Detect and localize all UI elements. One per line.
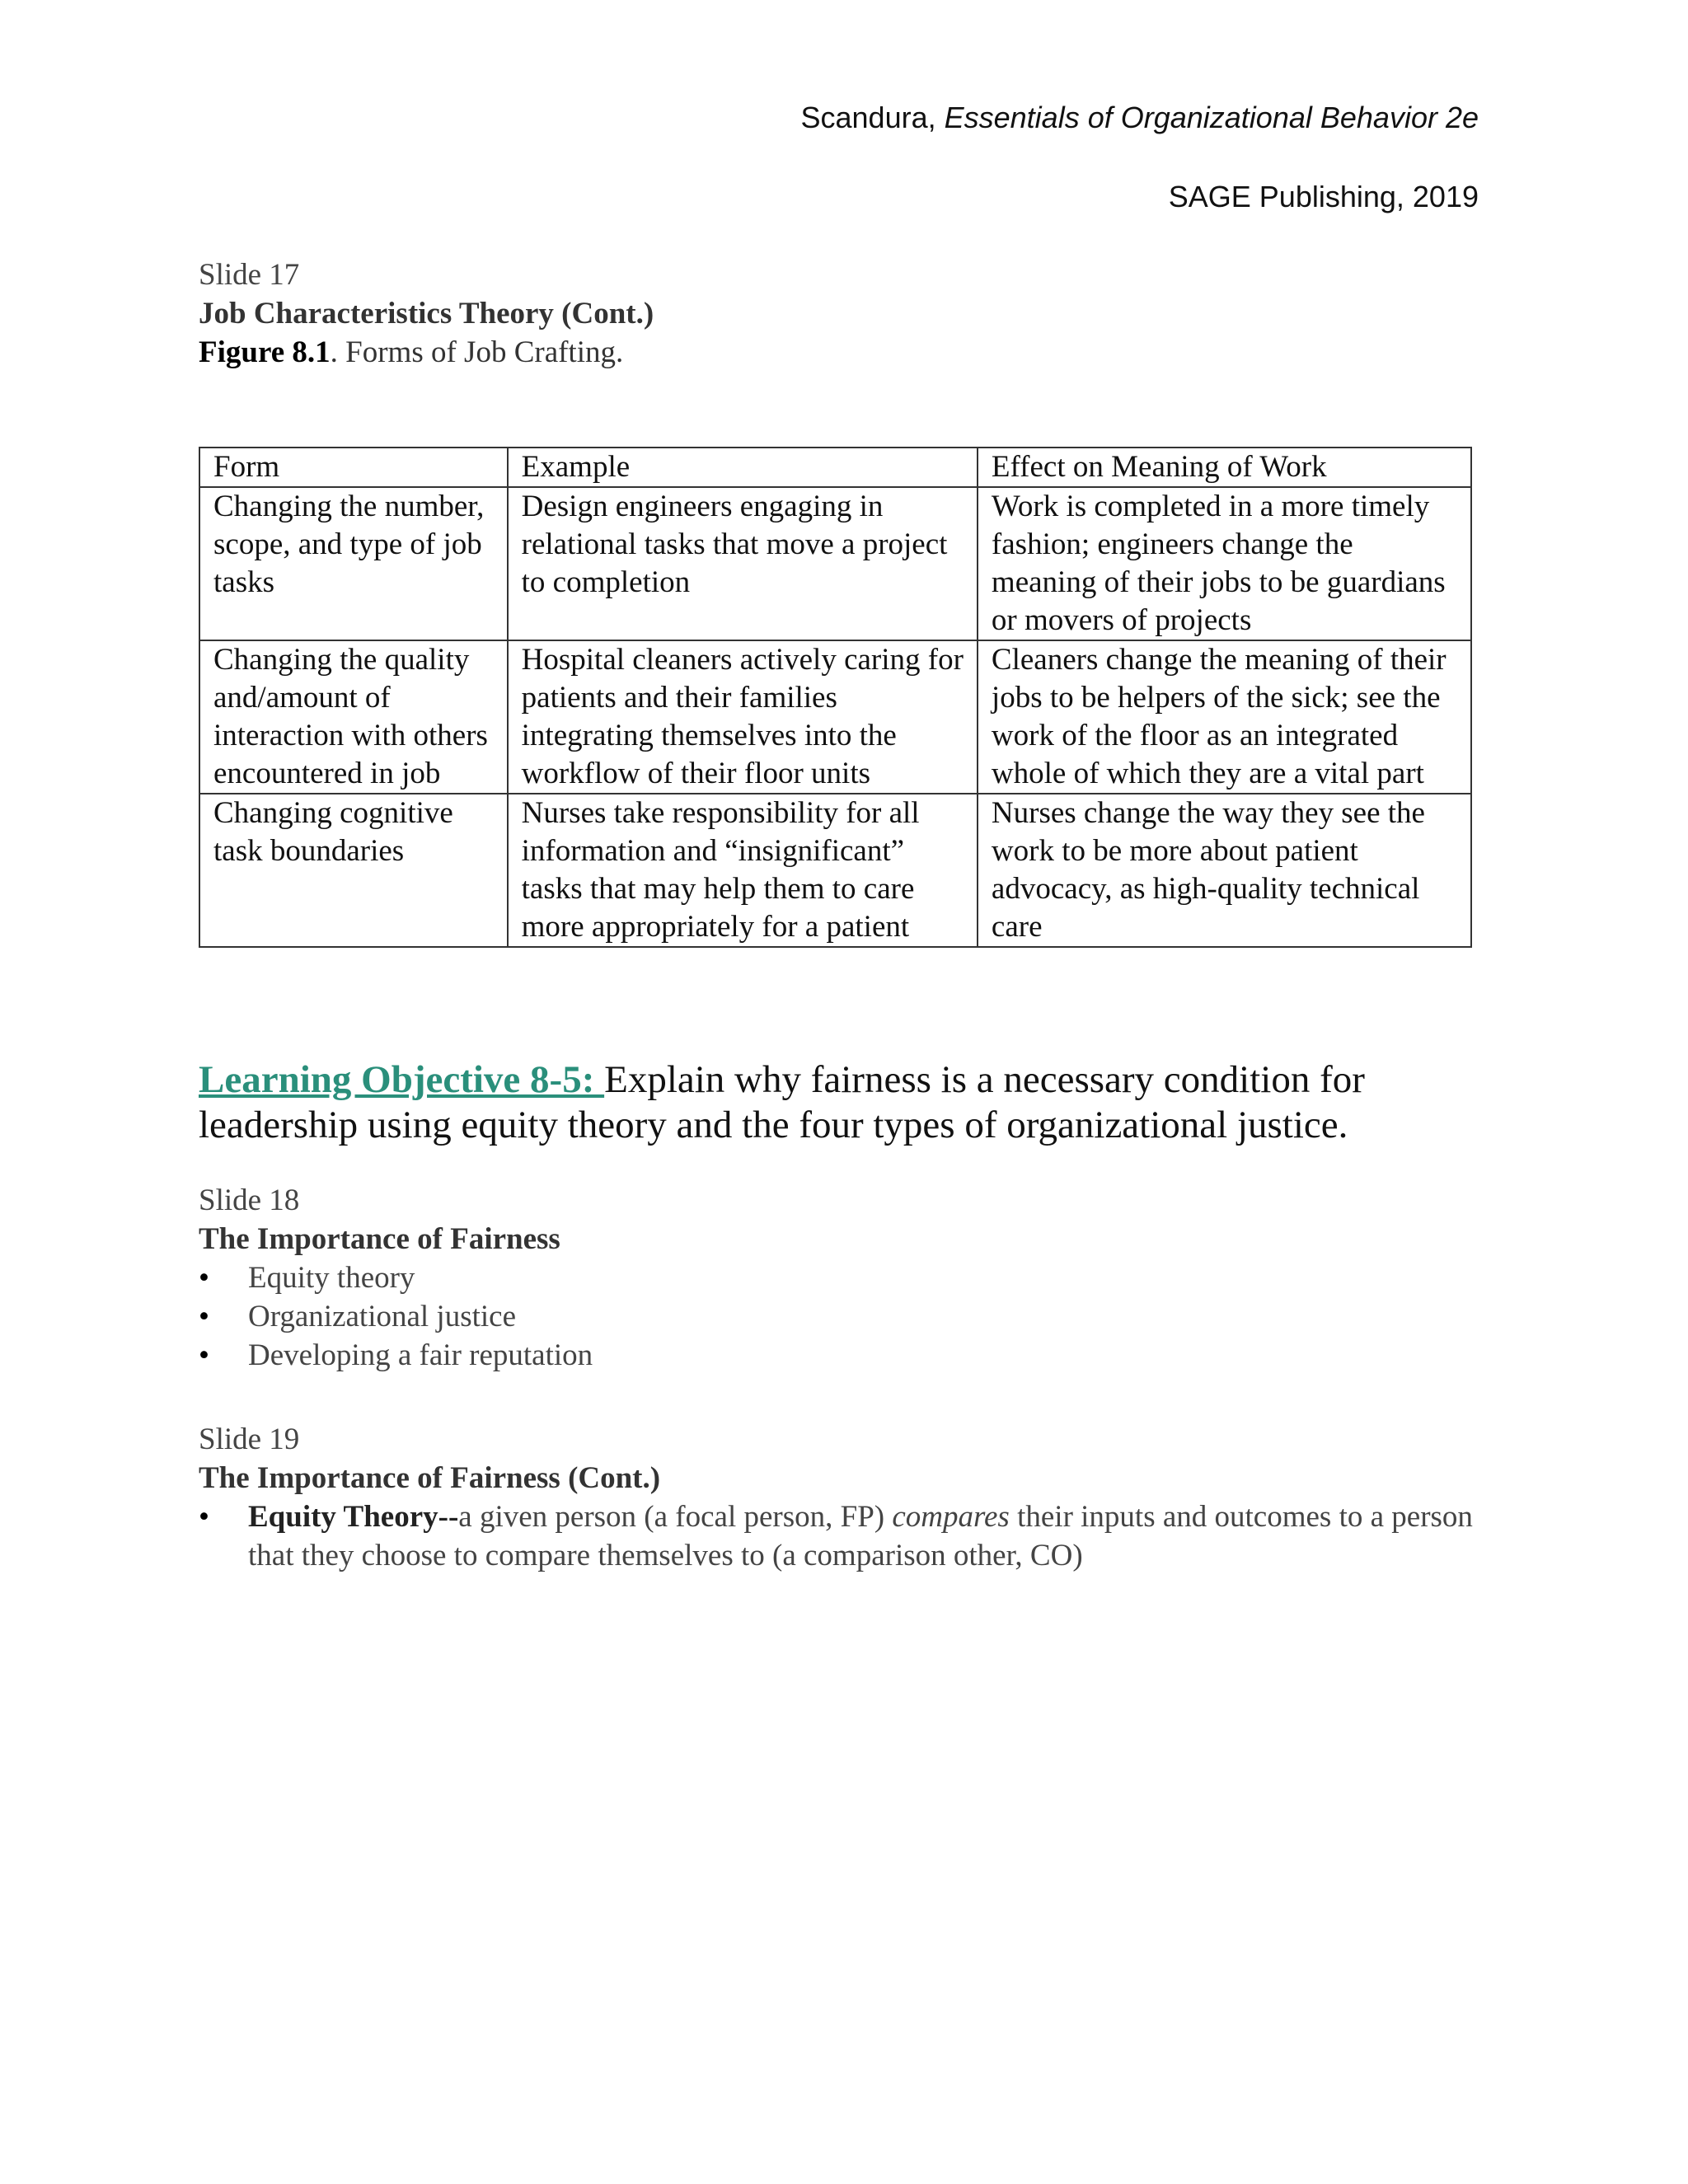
learning-objective-label: Learning Objective 8-5:: [199, 1058, 605, 1101]
table-header-row: [199, 448, 1471, 487]
figure-caption-text: . Forms of Job Crafting.: [330, 335, 624, 369]
bullet-icon: •: [199, 1338, 209, 1372]
slide-18-section: [199, 1181, 1484, 1375]
running-header-publisher: SAGE Publishing, 2019: [1168, 180, 1479, 213]
job-crafting-table: [199, 447, 1472, 948]
learning-objective: [199, 1057, 1484, 1148]
equity-theory-italic: compares: [892, 1500, 1010, 1534]
list-item: [199, 1258, 1484, 1297]
slide-title: The Importance of Fairness: [199, 1222, 560, 1256]
learning-objective-text: Explain why fairness is a necessary condition for leadership using equity theory and the four types of organizational justice.: [199, 1058, 1365, 1146]
table-cell: Cleaners change the meaning of their jobs to be helpers of the sick; see the work of the floor as an integrated whole of which they are a vital part: [978, 640, 1471, 794]
slide-19-section: [199, 1420, 1484, 1575]
slide-title: The Importance of Fairness (Cont.): [199, 1461, 661, 1495]
table-row: [199, 640, 1471, 794]
table-cell: Hospital cleaners actively caring for patients and their families integrating themselves into the workflow of their floor units: [508, 640, 978, 794]
list-item: [199, 1497, 1484, 1575]
list-item-text: Developing a fair reputation: [248, 1338, 593, 1372]
slide-17-section: [199, 255, 1484, 372]
table-cell: Work is completed in a more timely fashion; engineers change the meaning of their jobs to be guardians or movers of projects: [978, 487, 1471, 640]
table-cell: Design engineers engaging in relational tasks that move a project to completion: [508, 487, 978, 640]
bullet-icon: •: [199, 1500, 209, 1534]
bullet-list: [199, 1497, 1484, 1575]
header-author: Scandura,: [800, 101, 945, 134]
table-header-cell: Form: [199, 448, 508, 487]
bullet-icon: •: [199, 1261, 209, 1295]
table-header-cell: Effect on Meaning of Work: [978, 448, 1471, 487]
table-row: [199, 794, 1471, 947]
slide-title: Job Characteristics Theory (Cont.): [199, 297, 654, 330]
equity-theory-text-part-2: their inputs and outcomes to a person that they choose to compare themselves to (a comparison other, CO): [248, 1500, 1473, 1572]
table-cell: Nurses take responsibility for all information and “insignificant” tasks that may help them to care more appropriately for a patient: [508, 794, 978, 947]
list-item: [199, 1336, 1484, 1375]
figure-caption: [199, 333, 1484, 372]
table-cell: Changing the number, scope, and type of job tasks: [199, 487, 508, 640]
table-row: [199, 487, 1471, 640]
table-header-cell: Example: [508, 448, 978, 487]
table-cell: Changing the quality and/amount of interaction with others encountered in job: [199, 640, 508, 794]
bullet-icon: •: [199, 1300, 209, 1333]
equity-theory-term: Equity Theory--: [248, 1500, 459, 1534]
slide-number: Slide 19: [199, 1422, 300, 1456]
list-item: [199, 1297, 1484, 1336]
bullet-list: [199, 1258, 1484, 1375]
table-cell: Nurses change the way they see the work to be more about patient advocacy, as high-quality technical care: [978, 794, 1471, 947]
slide-number: Slide 18: [199, 1183, 300, 1217]
running-header-title: [801, 101, 1479, 135]
figure-label: Figure 8.1: [199, 335, 331, 369]
slide-number: Slide 17: [199, 258, 300, 292]
header-book-title: Essentials of Organizational Behavior 2e: [944, 101, 1479, 134]
equity-theory-text-part-1: a given person (a focal person, FP): [458, 1500, 893, 1534]
table-cell: Changing cognitive task boundaries: [199, 794, 508, 947]
list-item-text: Organizational justice: [248, 1300, 517, 1333]
list-item-text: Equity theory: [248, 1261, 415, 1295]
